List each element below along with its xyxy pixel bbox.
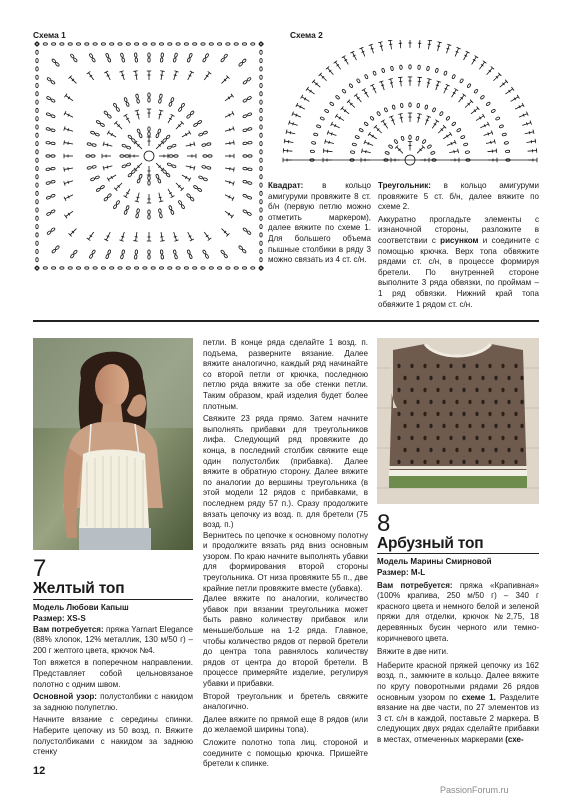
model8-number: 8 (377, 510, 391, 537)
model8-divider (377, 553, 539, 554)
triangle-heading: Треугольник: (378, 181, 431, 190)
model8-need-label: Вам потребуется: (377, 580, 453, 590)
triangle-description (378, 181, 539, 310)
instr-p6: Далее вяжите по прямой еще 8 рядов (или до желаемой ширины топа). (203, 714, 368, 735)
triangle-para-bold: рисунком (440, 235, 479, 245)
model7-title: Желтый топ (33, 580, 125, 597)
model7-divider (33, 599, 193, 600)
model8-para-c: Разделите вязание на две части, по 27 элементов из 3 ст. с/н в каждой, поставьте 2 маркера. В следующих двух рядах сделайте прибавки в местах, отмеченных маркерами (377, 692, 539, 744)
section-divider (33, 320, 539, 322)
schema1-diagram (33, 40, 265, 272)
square-description (268, 181, 371, 266)
watermark: PassionForum.ru (440, 785, 509, 795)
model7-intro: Топ вяжется в поперечном направлении. Представляет собой цельновязаное полотно с одним швом. (33, 658, 193, 689)
model8-para-d: (схе- (505, 734, 524, 744)
instr-p5: Второй треугольник и бретель свяжите аналогично. (203, 691, 368, 712)
instr-p2: Свяжите 23 ряда прямо. Затем начните выполнять прибавки для треугольников лифа. Следующий ряд провяжите до конца, в последний столбик свяжите еще один полустолбик (прибавка). Далее вяжите в обратную сторону. Далее вяжите по аналогии до вершины треугольника (в этой модели 12 рядов с прибавками, в последнем ряду 57 п.). Сразу продолжите вязать цепочку из возд. п. для бретели (75 возд. п.) (203, 414, 368, 530)
model8-author: Модель Марины Смирновой (377, 557, 492, 566)
model7-size-value: XS-S (64, 614, 86, 623)
instr-p7: Сложите полотно топа лиц. стороной и соедините с помощью крючка. Пришейте бретели к спинке. (203, 737, 368, 769)
model8-threads: Вяжите в две нити. (377, 647, 449, 657)
model8-size-label: Размер: (377, 568, 409, 577)
triangle-text: в кольцо амигуруми провяжите 5 ст. б/н, далее вяжите по схеме 2. (378, 181, 539, 212)
model7-number: 7 (33, 555, 47, 582)
model8-para-a: Наберите красной пряжей цепочку из 162 возд. п., замкните в кольцо. Далее вяжите по кругу поворотными рядами 26 рядов основным узором по (377, 660, 539, 702)
model7-pattern-text: полустолбики с накидом за заднюю полупетлю. (33, 692, 193, 712)
triangle-para-end: и соедините с помощью крючка. Верх топа обвяжите рядами ст. с/н, в процессе формируя бретели. По внутренней стороне выполните 3 ряда обвязки, по проймам – 1 ряд обвязки. Нижний край топа обвяжите 1 рядом ст. с/н. (378, 235, 540, 309)
model7-start: Начните вязание с середины спинки. Наберите цепочку из 50 возд. п. Вяжите полустолбиками с накидом за заднюю стенку (33, 715, 193, 757)
model7-size-label: Размер: (33, 614, 65, 623)
model8-photo (377, 338, 539, 504)
model7-need-label: Вам потребуется: (33, 624, 104, 634)
model7-instructions (203, 338, 368, 770)
square-text: в кольцо амигуруми провяжите 8 ст. б/н (первую петлю можно отметить маркером), далее вяжите по схеме 1. Для большего объема пышные столбики в ряду 3 можно связать из 4 ст. с/н. (268, 181, 371, 265)
model8-title: Арбузный топ (377, 535, 484, 552)
instr-p4: Далее вяжите по аналогии, количество убавок при вязании треугольника может быть равно количеству прибавок или меньше/больше на 1-2 ряда. Главное, чтобы количество рядов от первой бретели до центра топа равнялось количеству рядов от центра до второй бретели. В процессе примеряйте изделие, регулируя убавки и прибавки. (203, 594, 368, 688)
instr-p1: петли. В конце ряда сделайте 1 возд. п. подъема, разверните вязание. Далее вяжите аналогично, каждый ряд начинайте со второй петли от крючка, последнюю петлю ряда вяжите за обе стенки петли. Таким образом, край изделия будет более плотным. (203, 338, 368, 411)
model7-body (33, 614, 193, 758)
model8-body (377, 568, 539, 746)
model7-author: Модель Любови Капыш (33, 603, 129, 612)
triangle-para-start: Аккуратно прогладьте элементы с изнаночной стороны, разложите в соответствии с (378, 214, 539, 245)
schema1-label: Схема 1 (33, 30, 66, 40)
schema2-label: Схема 2 (290, 30, 323, 40)
square-heading: Квадрат: (268, 181, 304, 190)
model7-pattern-label: Основной узор: (33, 692, 97, 702)
model7-photo (33, 338, 193, 550)
model8-need-text: пряжа «Крапивная» (100% крапива, 250 м/50 г) – 340 г красного цвета и немного белой и зеленой пряжи для отделки, крючок №2,75, 18 деревянных бусин черного или темно-коричневого цвета. (377, 580, 539, 643)
schema2-diagram (282, 40, 538, 175)
page-number: 12 (33, 765, 46, 777)
model8-size-value: M-L (408, 568, 426, 577)
model7-need-text: пряжа Yarnart Elegance (88% хлопок, 12% металлик, 130 м/50 г) – 200 г желтого цвета, крючок №4. (33, 624, 193, 655)
model8-para-b: схеме 1. (461, 692, 496, 702)
instr-p3: Вернитесь по цепочке к основному полотну и продолжите вязать ряд вниз основным узором. По краю начните выполнять убавки для формирования второй стороны треугольника. От низа провяжите 55 п., две крайние петли провяжите вместе (убавка). (203, 530, 368, 593)
